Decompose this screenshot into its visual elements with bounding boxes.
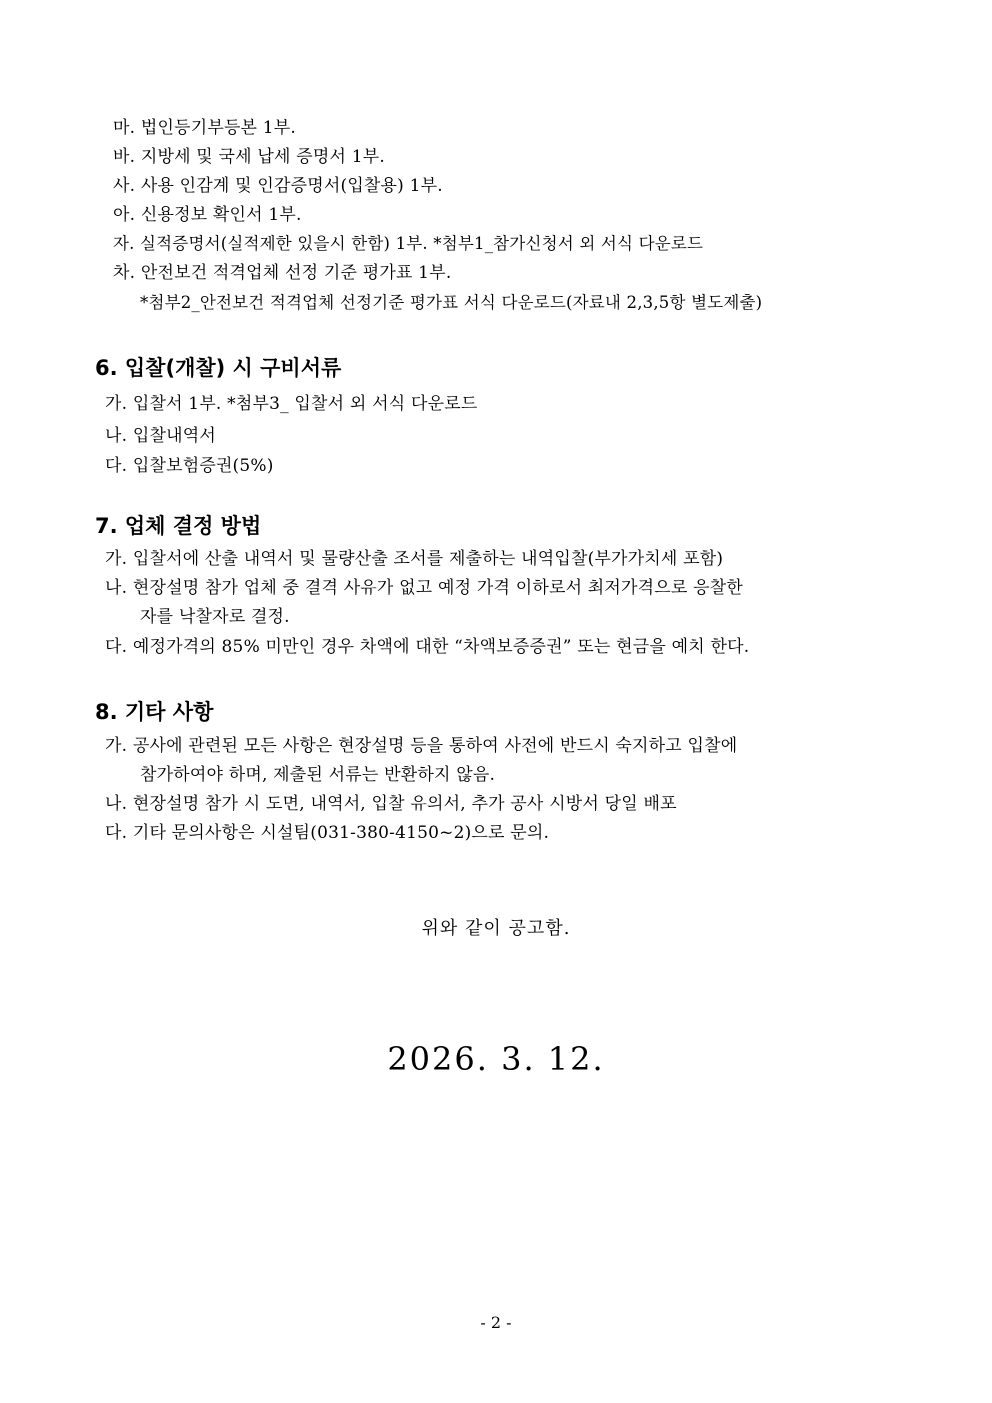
section-7-item-na-cont: 자를 낙찰자로 결정. [140, 607, 290, 627]
doc-item-sa: 사. 사용 인감계 및 인감증명서(입찰용) 1부. [113, 176, 443, 196]
section-6-item-na: 나. 입찰내역서 [105, 426, 216, 446]
page-number: - 2 - [480, 1313, 512, 1332]
doc-item-a: 아. 신용정보 확인서 1부. [113, 205, 302, 225]
section-6-heading: 6. 입찰(개찰) 시 구비서류 [95, 356, 342, 380]
section-7-item-na: 나. 현장설명 참가 업체 중 결격 사유가 없고 예정 가격 이하로서 최저가격으로 응찰한 [105, 578, 743, 598]
section-7-item-ga: 가. 입찰서에 산출 내역서 및 물량산출 조서를 제출하는 내역입찰(부가가치세 포함) [105, 549, 724, 569]
section-7-item-da: 다. 예정가격의 85% 미만인 경우 차액에 대한 “차액보증증권” 또는 현금을 예치 한다. [105, 637, 750, 657]
doc-item-ma: 마. 법인등기부등본 1부. [113, 118, 297, 138]
doc-item-cha-note: *첨부2_안전보건 적격업체 선정기준 평가표 서식 다운로드(자료내 2,3,5항 별도제출) [140, 293, 763, 312]
closing-statement: 위와 같이 공고함. [421, 918, 571, 939]
doc-item-cha: 차. 안전보건 적격업체 선정 기준 평가표 1부. [113, 263, 452, 283]
announcement-date: 2026. 3. 12. [387, 1040, 605, 1078]
section-7-heading: 7. 업체 결정 방법 [95, 514, 262, 538]
doc-item-ba: 바. 지방세 및 국세 납세 증명서 1부. [113, 147, 385, 167]
section-8-heading: 8. 기타 사항 [95, 700, 214, 724]
section-8-item-ga: 가. 공사에 관련된 모든 사항은 현장설명 등을 통하여 사전에 반드시 숙지하고 입찰에 [105, 736, 738, 756]
section-6-item-da: 다. 입찰보험증권(5%) [105, 456, 274, 476]
section-8-item-da: 다. 기타 문의사항은 시설팀(031-380-4150~2)으로 문의. [105, 823, 550, 843]
section-6-item-ga: 가. 입찰서 1부. *첨부3_ 입찰서 외 서식 다운로드 [105, 394, 478, 414]
doc-item-ja: 자. 실적증명서(실적제한 있을시 한함) 1부. *첨부1_참가신청서 외 서식 다운로드 [113, 234, 704, 253]
section-8-item-ga-cont: 참가하여야 하며, 제출된 서류는 반환하지 않음. [140, 765, 496, 785]
section-8-item-na: 나. 현장설명 참가 시 도면, 내역서, 입찰 유의서, 추가 공사 시방서 당일 배포 [105, 794, 677, 814]
